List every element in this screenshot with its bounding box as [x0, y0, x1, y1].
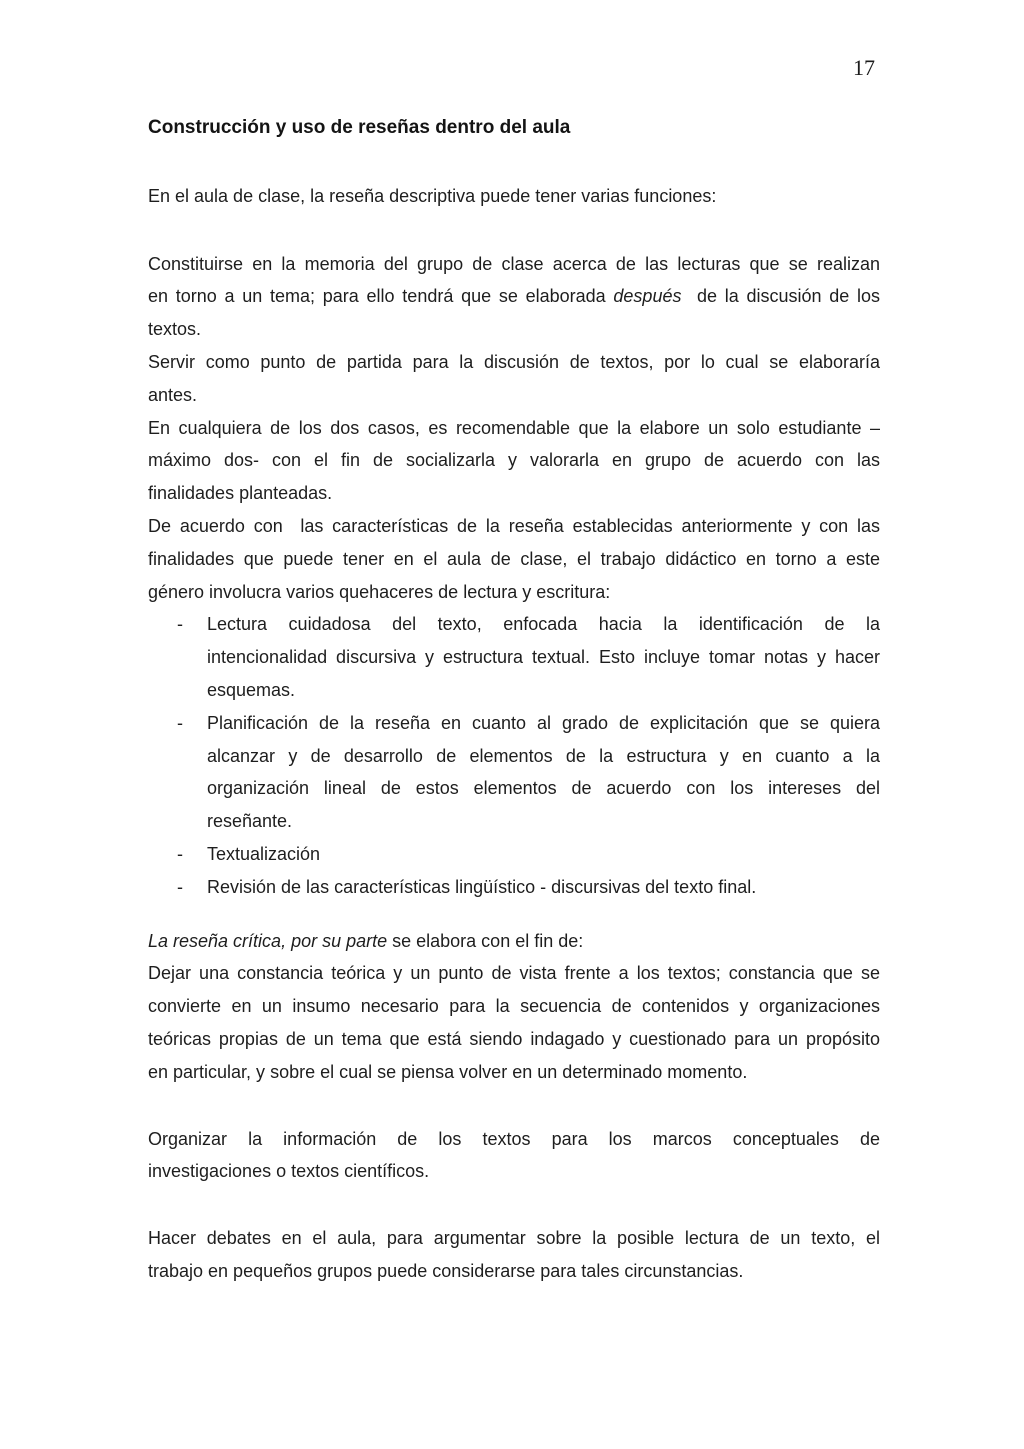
- text-line: [148, 412, 880, 445]
- text-segment: teóricas propias de un tema que está siendo indagado y cuestionado para un propósito: [148, 1028, 880, 1049]
- bullet-marker: -: [177, 712, 183, 733]
- text-segment: en particular, y sobre el cual se piensa volver en un determinado momento.: [148, 1061, 748, 1082]
- bullet-marker: -: [177, 843, 183, 864]
- bullet-item: [148, 608, 880, 706]
- paragraph: [148, 1222, 880, 1288]
- text-line: [148, 957, 880, 990]
- text-line: [148, 1023, 880, 1056]
- paragraph-spacer: [148, 145, 880, 180]
- paragraph: [148, 925, 880, 958]
- section-heading: Construcción y uso de reseñas dentro del aula: [148, 117, 571, 138]
- paragraph: [148, 248, 880, 346]
- text-segment: investigaciones o textos científicos.: [148, 1161, 430, 1182]
- text-line: [148, 379, 880, 412]
- italic-text: La reseña crítica, por su parte: [148, 930, 388, 951]
- text-line: [148, 925, 880, 958]
- text-segment: Planificación de la reseña en cuanto al grado de explicitación que se quiera: [207, 712, 880, 733]
- text-line: [148, 1155, 880, 1188]
- text-segment: Hacer debates en el aula, para argumentar sobre la posible lectura de un texto, el: [148, 1228, 880, 1249]
- paragraph-spacer: [148, 1188, 880, 1222]
- text-line: [207, 707, 880, 740]
- text-segment: antes.: [148, 384, 198, 405]
- text-segment: se elabora con el fin de:: [387, 930, 584, 951]
- text-line: [148, 1056, 880, 1089]
- text-segment: Servir como punto de partida para la discusión de textos, por lo cual se elaboraría: [148, 351, 880, 372]
- text-line: [148, 444, 880, 477]
- paragraph: [148, 957, 880, 1088]
- paragraph: [148, 412, 880, 510]
- bullet-marker: -: [177, 876, 183, 897]
- text-segment: finalidades planteadas.: [148, 483, 333, 504]
- text-line: [148, 510, 880, 543]
- text-segment: organización lineal de estos elementos de acuerdo con los intereses del: [207, 778, 880, 799]
- paragraph: [148, 1123, 880, 1189]
- text-segment: trabajo en pequeños grupos puede considerarse para tales circunstancias.: [148, 1260, 744, 1281]
- paragraph: [148, 180, 880, 213]
- text-line: [148, 313, 880, 346]
- text-segment: Organizar la información de los textos para los marcos conceptuales de: [148, 1128, 880, 1149]
- text-line: [207, 608, 880, 641]
- text-segment: en torno a un tema; para ello tendrá que se elaborada: [148, 286, 614, 307]
- bullet-item: [148, 707, 880, 838]
- text-segment: textos.: [148, 319, 202, 340]
- bullet-item: [148, 838, 880, 871]
- paragraph: [148, 510, 880, 608]
- text-line: [148, 346, 880, 379]
- text-segment: convierte en un insumo necesario para la secuencia de contenidos y organizaciones: [148, 996, 880, 1017]
- text-line: [207, 838, 880, 871]
- italic-text: después: [613, 286, 682, 307]
- paragraph-spacer: [148, 1089, 880, 1123]
- text-line: [148, 1255, 880, 1288]
- text-segment: alcanzar y de desarrollo de elementos de la estructura y en cuanto a la: [207, 745, 880, 766]
- text-line: [148, 180, 880, 213]
- text-line: [207, 772, 880, 805]
- text-line: [207, 641, 880, 674]
- text-line: [207, 805, 880, 838]
- text-segment: esquemas.: [207, 679, 296, 700]
- text-segment: Lectura cuidadosa del texto, enfocada hacia la identificación de la: [207, 614, 880, 635]
- paragraph-spacer: [148, 213, 880, 248]
- text-line: [148, 1222, 880, 1255]
- text-line: [207, 871, 880, 904]
- bullet-marker: -: [177, 614, 183, 635]
- text-line: [207, 740, 880, 773]
- text-line: [148, 576, 880, 609]
- text-segment: género involucra varios quehaceres de lectura y escritura:: [148, 581, 611, 602]
- text-segment: Constituirse en la memoria del grupo de clase acerca de las lecturas que se realizan: [148, 253, 880, 274]
- text-line: [148, 543, 880, 576]
- text-segment: Textualización: [207, 843, 321, 864]
- page-number: 17: [853, 55, 875, 80]
- text-segment: De acuerdo con las características de la reseña establecidas anteriormente y con las: [148, 515, 880, 536]
- text-line: [148, 477, 880, 510]
- text-line: [148, 990, 880, 1023]
- text-segment: reseñante.: [207, 811, 293, 832]
- text-segment: intencionalidad discursiva y estructura textual. Esto incluye tomar notas y hacer: [207, 647, 880, 668]
- text-segment: En cualquiera de los dos casos, es recomendable que la elabore un solo estudiante –: [148, 417, 880, 438]
- text-segment: finalidades que puede tener en el aula de clase, el trabajo didáctico en torno a este: [148, 548, 880, 569]
- text-segment: Dejar una constancia teórica y un punto de vista frente a los textos; constancia que se: [148, 963, 880, 984]
- text-segment: de la discusión de los: [681, 286, 880, 307]
- text-line: [148, 248, 880, 281]
- text-line: [207, 674, 880, 707]
- bullet-item: [148, 871, 880, 904]
- document-body: [148, 112, 880, 1288]
- text-line: [148, 1123, 880, 1156]
- text-segment: máximo dos- con el fin de socializarla y valorarla en grupo de acuerdo con las: [148, 450, 880, 471]
- paragraph-spacer: [148, 904, 880, 925]
- text-segment: En el aula de clase, la reseña descriptiva puede tener varias funciones:: [148, 185, 717, 206]
- text-line: [148, 280, 880, 313]
- text-segment: Revisión de las características lingüístico - discursivas del texto final.: [207, 876, 757, 897]
- paragraph: [148, 346, 880, 412]
